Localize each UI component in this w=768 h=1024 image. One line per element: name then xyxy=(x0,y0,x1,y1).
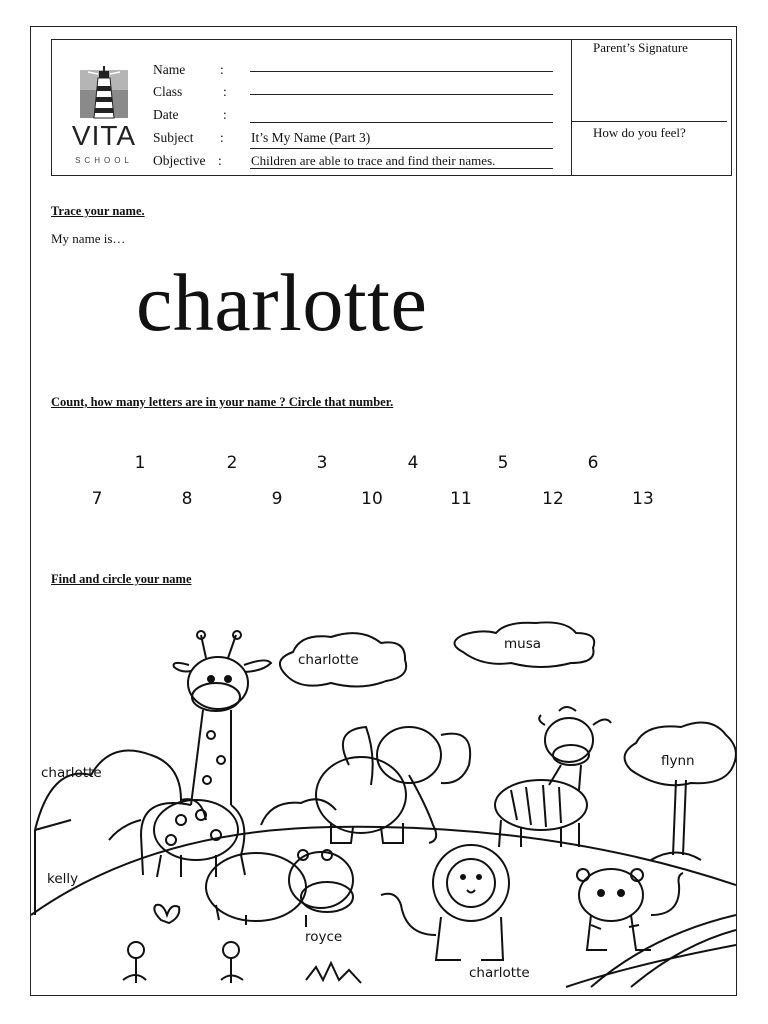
objective-colon: : xyxy=(218,153,222,168)
scene-word[interactable]: musa xyxy=(504,636,542,652)
number-option[interactable]: 12 xyxy=(542,489,564,509)
grass-tuft xyxy=(306,963,361,983)
number-option[interactable]: 5 xyxy=(497,453,509,473)
scene-word[interactable]: flynn xyxy=(661,753,695,769)
bush-left xyxy=(35,751,206,831)
parents-signature-label: Parent’s Signature xyxy=(593,40,688,55)
butterfly-icon xyxy=(154,905,179,923)
name-colon: : xyxy=(220,62,224,77)
number-option[interactable]: 4 xyxy=(407,453,419,473)
number-option[interactable]: 2 xyxy=(226,453,238,473)
number-option[interactable]: 1 xyxy=(134,453,146,473)
scene-word[interactable]: royce xyxy=(305,929,343,945)
subject-colon: : xyxy=(220,130,224,145)
find-heading: Find and circle your name xyxy=(51,572,192,586)
date-colon: : xyxy=(223,107,227,122)
name-line[interactable] xyxy=(250,71,553,72)
scene-word[interactable]: charlotte xyxy=(469,965,530,981)
logo-subtitle-text: SCHOOL xyxy=(75,156,133,165)
scene-word[interactable]: kelly xyxy=(47,871,79,887)
number-option[interactable]: 3 xyxy=(316,453,328,473)
trace-heading: Trace your name. xyxy=(51,204,145,218)
scene-word[interactable]: charlotte xyxy=(298,652,359,668)
number-option[interactable]: 6 xyxy=(587,453,599,473)
bush-middle xyxy=(261,799,336,825)
number-option[interactable]: 11 xyxy=(450,489,472,509)
lion xyxy=(381,845,509,960)
number-option[interactable]: 9 xyxy=(271,489,283,509)
class-label: Class xyxy=(153,84,183,99)
name-label: Name xyxy=(153,62,186,77)
objective-line xyxy=(250,168,553,169)
class-line[interactable] xyxy=(250,94,553,95)
giraffe xyxy=(109,631,271,877)
my-name-intro: My name is… xyxy=(51,231,126,246)
date-line[interactable] xyxy=(250,122,553,123)
number-option[interactable]: 10 xyxy=(361,489,383,509)
count-heading: Count, how many letters are in your name ? Circle that number. xyxy=(51,395,394,409)
trace-name-text: charlotte xyxy=(136,257,428,348)
elephant xyxy=(316,727,470,843)
subject-line xyxy=(250,148,553,149)
animal-scene xyxy=(31,615,736,995)
subject-value: It’s My Name (Part 3) xyxy=(251,130,371,145)
number-option[interactable]: 7 xyxy=(91,489,103,509)
hippo xyxy=(206,850,353,927)
side-divider xyxy=(572,121,727,122)
subject-label: Subject xyxy=(153,130,194,145)
number-option[interactable]: 13 xyxy=(632,489,654,509)
class-colon: : xyxy=(223,84,227,99)
jungle-illustration xyxy=(31,615,736,995)
how-do-you-feel-label: How do you feel? xyxy=(593,125,686,140)
school-logo xyxy=(62,64,146,164)
lighthouse-icon xyxy=(62,64,146,124)
flowers xyxy=(123,942,243,983)
date-label: Date xyxy=(153,107,179,122)
number-option[interactable]: 8 xyxy=(181,489,193,509)
worksheet-header xyxy=(51,39,732,176)
objective-value: Children are able to trace and find their names. xyxy=(251,153,496,168)
scene-word[interactable]: charlotte xyxy=(41,765,102,781)
objective-label: Objective xyxy=(153,153,206,168)
zebra xyxy=(495,707,611,847)
tree xyxy=(625,723,736,861)
side-column xyxy=(571,40,732,175)
logo-brand-text: VITA xyxy=(71,120,137,151)
